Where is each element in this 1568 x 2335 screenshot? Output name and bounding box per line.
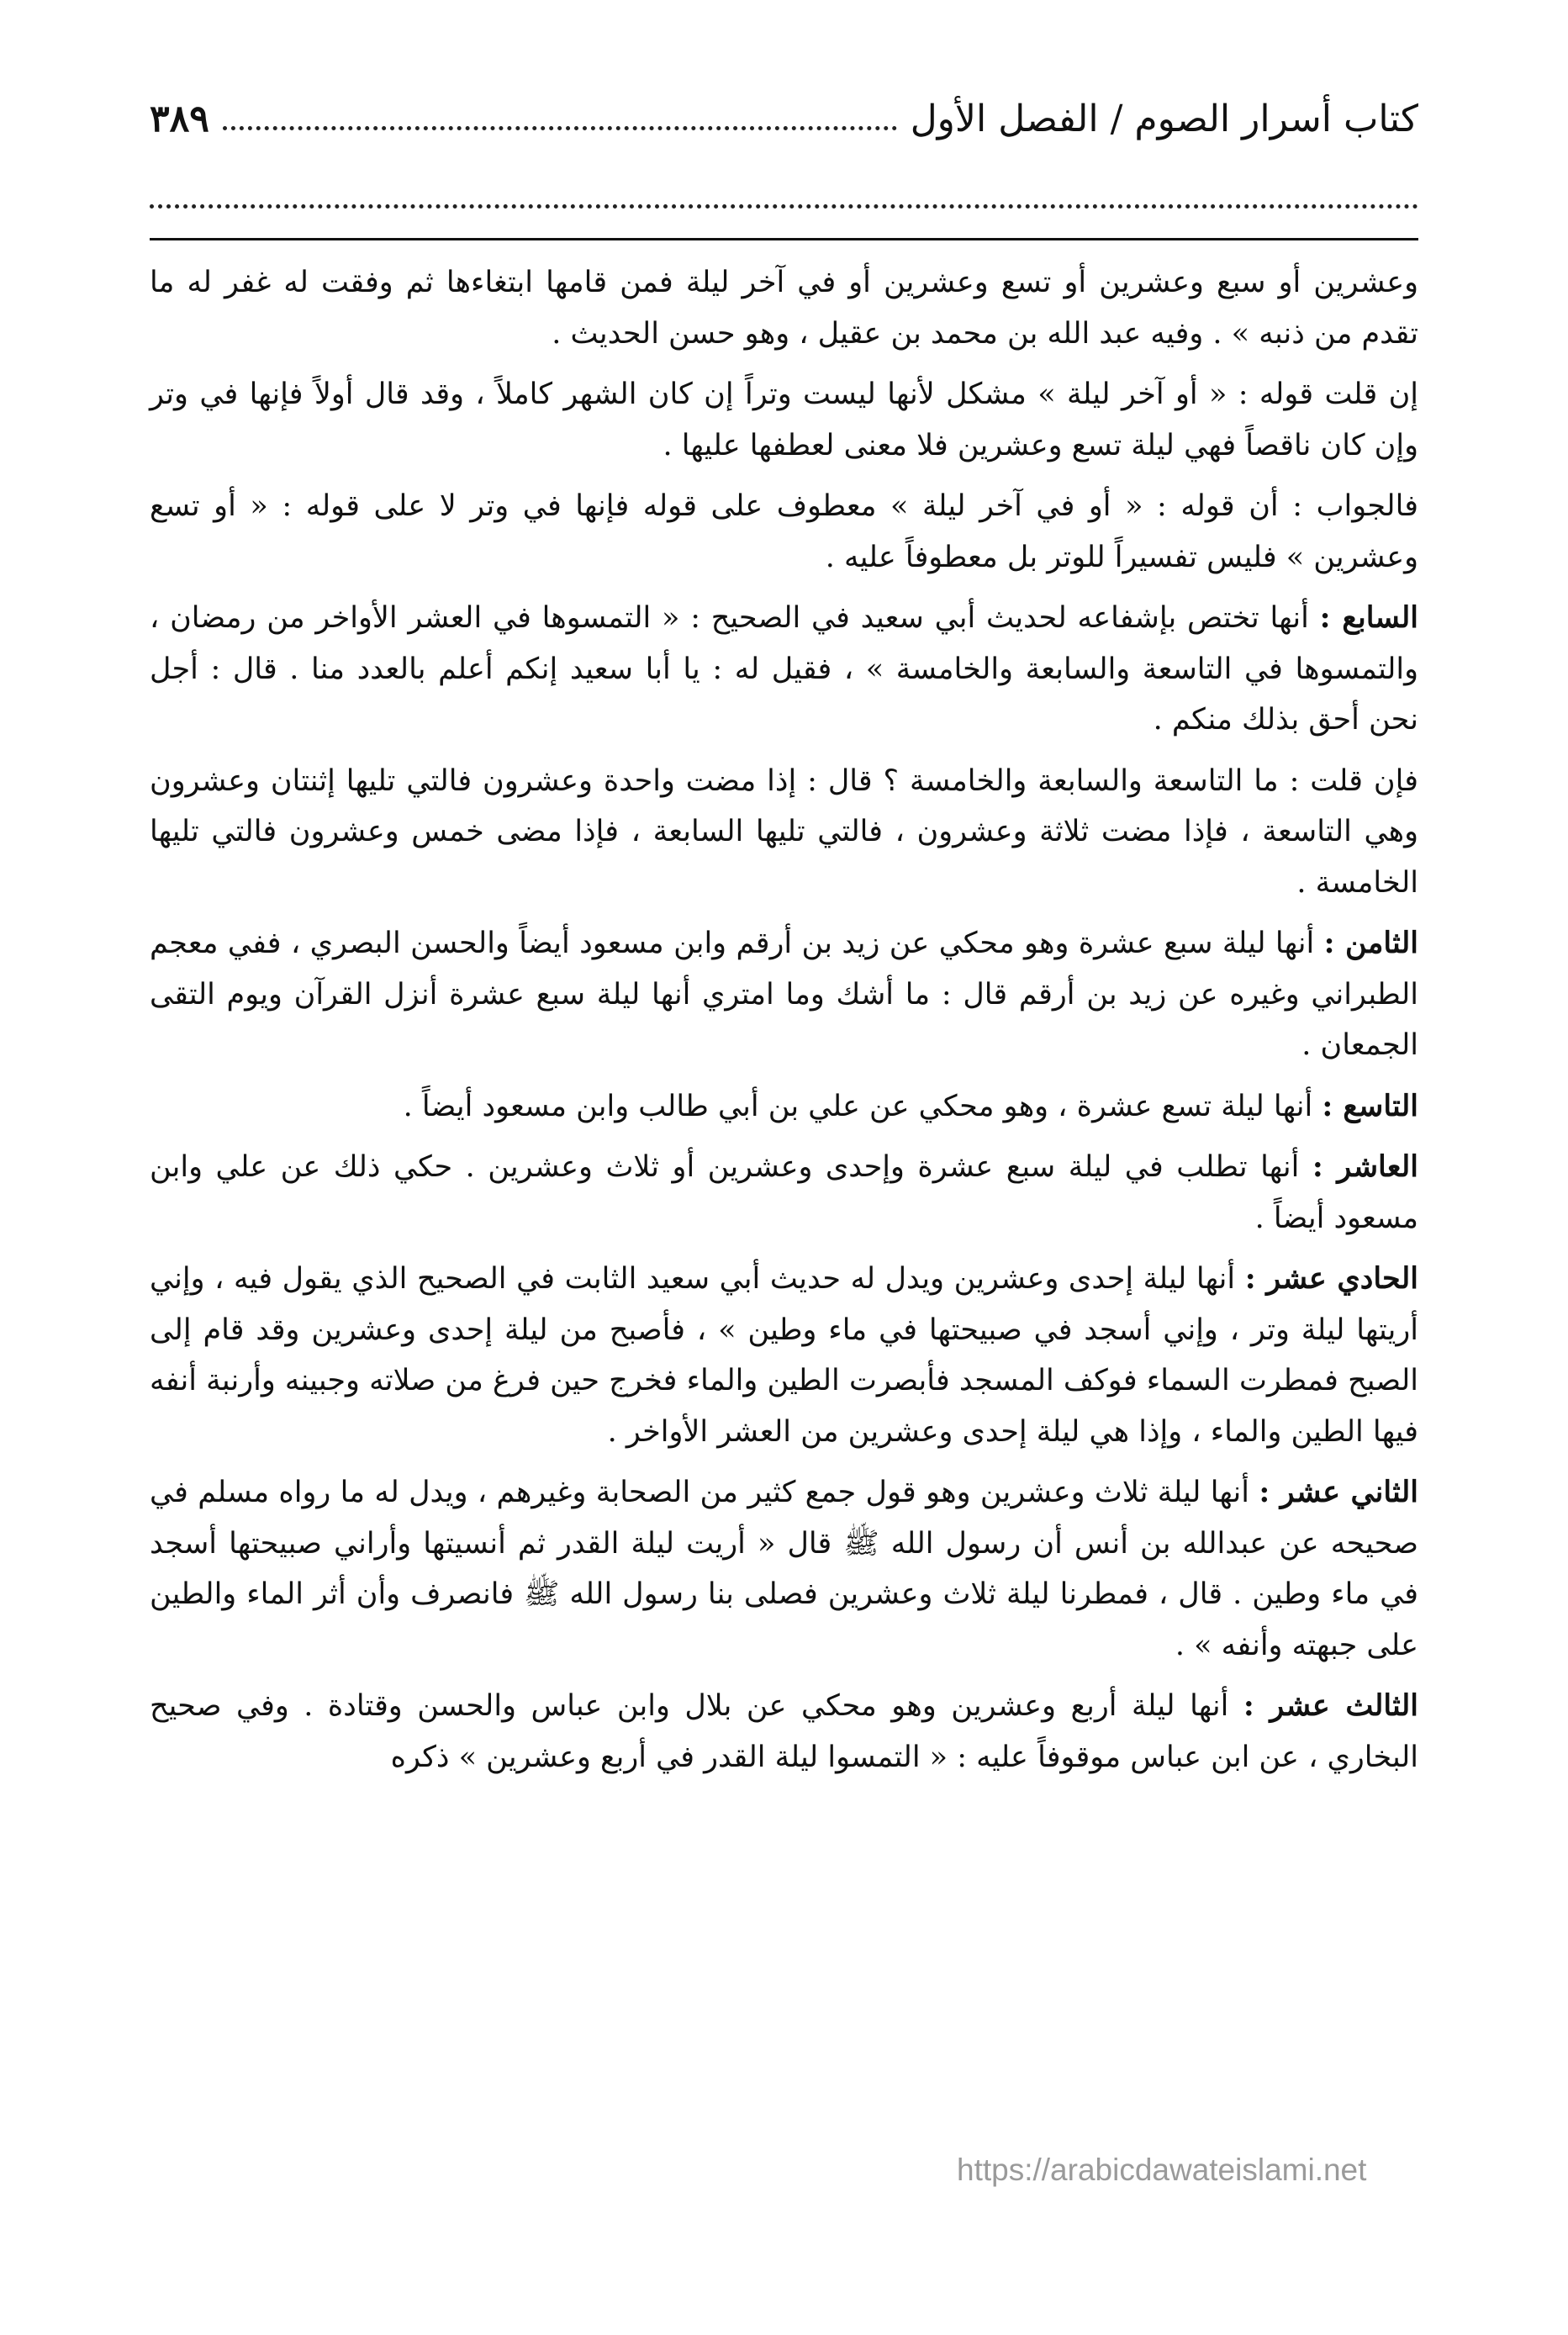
paragraph-lead: الحادي عشر : — [1244, 1261, 1418, 1296]
paragraph-text: أنها ليلة ثلاث وعشرين وهو قول جمع كثير من الصحابة وغيرهم ، ويدل له ما رواه مسلم في صحيحه عن عبدالله بن أنس أن رسول الله ﷺ قال « أريت ليلة القدر ثم أنسيتها وأراني صبيحتها أسجد في ماء وطين . قال ، فمطرنا ليلة ثلاث وعشرين فصلى بنا رسول الله ﷺ فانصرف وأن أثر الماء والطين على جبهته وأنفه » . — [150, 1476, 1418, 1662]
paragraph-text: أنها ليلة إحدى وعشرين ويدل له حديث أبي سعيد الثابت في الصحيح الذي يقول فيه ، وإني أريتها ليلة وتر ، وإني أسجد في صبيحتها في ماء وطين » ، فأصبح من ليلة إحدى وعشرين وقد قام إلى الصبح فمطرت السماء فوكف المسجد فأبصرت الطين والماء فخرج حين فرغ من صلاته وجبينه وأرنبة أنفه فيها الطين والماء ، وإذا هي ليلة إحدى وعشرين من العشر الأواخر . — [150, 1262, 1418, 1449]
header-dot-leader — [223, 126, 897, 130]
solid-divider — [150, 238, 1418, 240]
dotted-divider — [150, 204, 1418, 209]
paragraph — [150, 1467, 1418, 1671]
paragraph-lead: التاسع : — [1322, 1088, 1418, 1123]
body-text — [150, 257, 1418, 1793]
paragraph — [150, 756, 1418, 909]
paragraph-text: وعشرين أو سبع وعشرين أو تسع وعشرين أو في آخر ليلة فمن قامها ابتغاءها ثم وفقت له غفر له ما تقدم من ذنبه » . وفيه عبد الله بن محمد بن عقيل ، وهو حسن الحديث . — [150, 266, 1418, 351]
paragraph — [150, 481, 1418, 583]
paragraph — [150, 257, 1418, 359]
paragraph — [150, 1254, 1418, 1457]
running-header — [150, 81, 1418, 156]
paragraph-text: فالجواب : أن قوله : « أو في آخر ليلة » معطوف على قوله فإنها في وتر لا على قوله : « أو تسع وعشرين » فليس تفسيراً للوتر بل معطوفاً عليه . — [150, 489, 1418, 574]
paragraph-text: أنها تطلب في ليلة سبع عشرة وإحدى وعشرين أو ثلاث وعشرين . حكي ذلك عن علي وابن مسعود أيضاً . — [150, 1150, 1418, 1235]
paragraph-text: أنها تختص بإشفاعه لحديث أبي سعيد في الصحيح : « التمسوها في العشر الأواخر من رمضان ، والتمسوها في التاسعة والسابعة والخامسة » ، فقيل له : يا أبا سعيد إنكم أعلم بالعدد منا . قال : أجل نحن أحق بذلك منكم . — [150, 601, 1418, 737]
paragraph — [150, 1681, 1418, 1783]
paragraph — [150, 1142, 1418, 1244]
paragraph-lead: العاشر : — [1312, 1149, 1418, 1184]
page-number: ٣٨٩ — [150, 97, 209, 140]
paragraph-lead: الثالث عشر : — [1243, 1688, 1418, 1723]
paragraph — [150, 593, 1418, 746]
paragraph-lead: الثاني عشر : — [1259, 1475, 1418, 1509]
paragraph-text: أنها ليلة تسع عشرة ، وهو محكي عن علي بن أبي طالب وابن مسعود أيضاً . — [403, 1089, 1313, 1123]
paragraph-text: أنها ليلة أربع وعشرين وهو محكي عن بلال وابن عباس والحسن وقتادة . وفي صحيح البخاري ، عن ابن عباس موقوفاً عليه : « التمسوا ليلة القدر في أربع وعشرين » ذكره — [150, 1689, 1418, 1774]
paragraph — [150, 918, 1418, 1071]
header-title: كتاب أسرار الصوم / الفصل الأول — [910, 97, 1418, 140]
watermark-link[interactable]: https://arabicdawateislami.net — [957, 2153, 1367, 2187]
paragraph — [150, 369, 1418, 471]
paragraph-text: فإن قلت : ما التاسعة والسابعة والخامسة ؟ قال : إذا مضت واحدة وعشرون فالتي تليها إثنتان وعشرون وهي التاسعة ، فإذا مضت ثلاثة وعشرون ، فالتي تليها السابعة ، فإذا مضى خمس وعشرون فالتي تليها الخامسة . — [150, 763, 1418, 900]
paragraph-text: إن قلت قوله : « أو آخر ليلة » مشكل لأنها ليست وتراً إن كان الشهر كاملاً ، وقد قال أولاً فإنها في وتر وإن كان ناقصاً فهي ليلة تسع وعشرين فلا معنى لعطفها عليها . — [150, 378, 1418, 462]
paragraph-text: أنها ليلة سبع عشرة وهو محكي عن زيد بن أرقم وابن مسعود أيضاً والحسن البصري ، ففي معجم الطبراني وغيره عن زيد بن أرقم قال : ما أشك وما امتري أنها ليلة سبع عشرة أنزل القرآن ويوم التقى الجمعان . — [150, 927, 1418, 1062]
paragraph — [150, 1081, 1418, 1133]
paragraph-lead: الثامن : — [1323, 926, 1419, 960]
paragraph-lead: السابع : — [1319, 600, 1419, 635]
